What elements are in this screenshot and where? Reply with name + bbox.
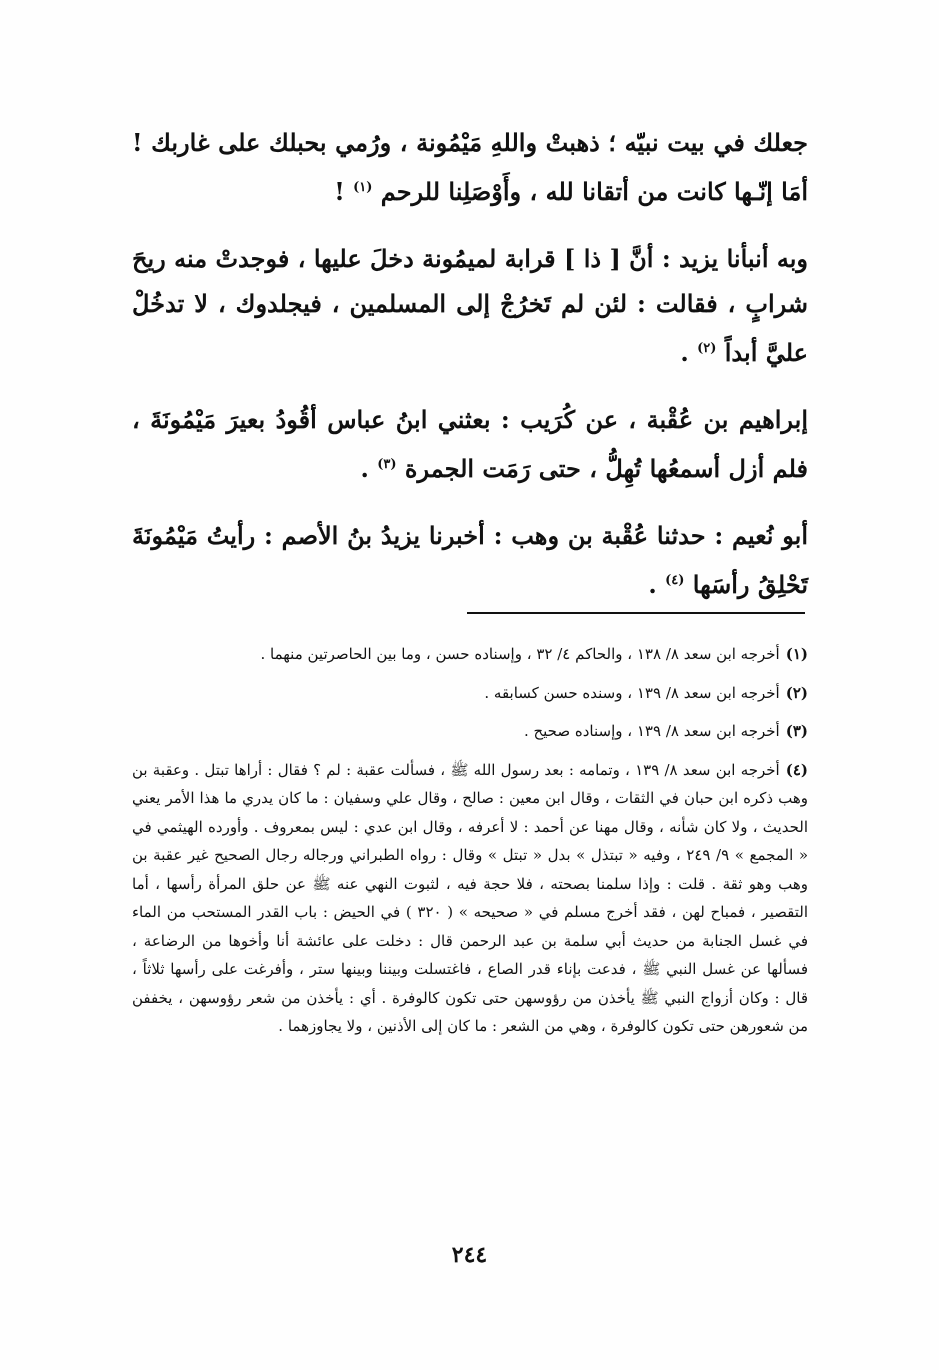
footnote-ref[interactable]: (٤) [665,573,685,588]
footnote-number: (١) [785,645,808,663]
footnote-separator [467,612,805,614]
paragraph-text: إبراهيم بن عُقْبة ، عن كُرَيب : بعثني ابنُ عباس أقُودُ بعيرَ مَيْمُونَةَ ، فلم أزل أسمعُها تُهِلُّ ، حتى رَمَت الجمرة [132,405,808,483]
footnote-text: أخرجه ابن سعد ٨/ ١٣٩ ، وإسناده صحيح . [523,722,780,740]
footnote-ref[interactable]: (٢) [697,341,717,356]
paragraph-tail: . [360,454,378,483]
footnote-3 [132,717,808,746]
footnote-number: (٣) [785,722,808,740]
paragraph-tail: . [680,338,698,367]
footnote-text: أخرجه ابن سعد ٨/ ١٣٩ ، وسنده حسن كسابقه . [484,683,780,702]
footnote-text: أخرجه ابن سعد ٨/ ١٣٨ ، والحاكم ٤/ ٣٢ ، وإسناده حسن ، وما بين الحاصرتين منهما . [260,645,780,663]
paragraph-4 [132,513,808,607]
page-number: ٢٤٤ [451,1242,488,1268]
footnote-2 [132,679,808,708]
footnote-ref[interactable]: (١) [353,180,373,195]
footnote-text: أخرجه ابن سعد ٨/ ١٣٩ ، وتمامه : بعد رسول الله ﷺ ، فسألت عقبة : لم ؟ فقال : أراها تبتل . وعقبة بن وهب ذكره ابن حبان في الثقات ، وقال ابن معين : صالح ، وقال علي وسفيان : ما كان يدري ما هذا الأمر يعني الحديث ، ولا كان شأنه ، وقال مهنا عن أحمد : لا أعرفه ، وقال ابن عدي : ليس بمعروف . وأورده الهيثمي في « المجمع » ٩/ ٢٤٩ ، وفيه « تبتذل » بدل « تبتل » وقال : رواه الطبراني ورجاله رجال الصحيح غير عقبة بن وهب وهو ثقة . قلت : وإذا سلمنا بصحته ، فلا حجة فيه ، لثبوت النهي عنه ﷺ عن حلق المرأة رأسها ، أما التقصير ، فمباح لهن ، فقد أخرج مسلم في « صحيحه » ( ٣٢٠ ) في الحيض : باب القدر المستحب من الماء في غسل الجنابة من حديث أبي سلمة بن عبد الرحمن قال : دخلت على عائشة أنا وأخوها من الرضاعة ، فسألها عن غسل النبي ﷺ ، فدعت بإناء قدر الصاع ، فاغتسلت وبيننا وبينها ستر ، وأفرغت على رأسها ثلاثاً ، قال : وكان أزواج النبي ﷺ يأخذن من رؤوسهن حتى تكون كالوفرة . أي : يأخذن من شعر رؤوسهن ، يخففن من شعورهن حتى تكون كالوفرة ، وهي من الشعر : ما كان إلى الأذنين ، ولا يجاوزهما . [132,760,809,1035]
paragraph-1 [132,120,808,214]
paragraph-text: جعلك في بيت نبيّه ؛ ذهبتْ واللهِ مَيْمُونة ، ورُمي بحبلك على غاربك ! أمَا إنّـها كانت من أتقانا لله ، وأَوْصَلِنا للرحم [132,128,808,206]
paragraph-text: وبه أنبأنا يزيد : أنَّ [ ذا ] قرابة لميمُونة دخلَ عليها ، فوجدتْ منه ريحَ شرابٍ ، فقالت : لئن لم تَخرُجْ إلى المسلمين ، فيجلدوك ، لا تدخُلْ عليَّ أبداً [132,244,808,367]
paragraph-2 [132,236,808,375]
main-text [132,120,808,629]
footnote-number: (٤) [785,760,809,779]
footnote-ref[interactable]: (٣) [377,457,397,472]
footnote-4 [132,756,808,1041]
paragraph-text: أبو نُعيم : حدثنا عُقْبة بن وهب : أخبرنا يزيدُ بنُ الأصم : رأيتُ مَيْمُونَةَ تَحْلِقُ رأسَها [132,521,808,599]
paragraph-3 [132,397,808,491]
footnote-1 [132,640,808,669]
footnote-number: (٢) [785,683,808,702]
paragraph-tail: . [648,570,666,599]
paragraph-tail: ! [334,177,354,206]
footnotes [132,640,808,1051]
